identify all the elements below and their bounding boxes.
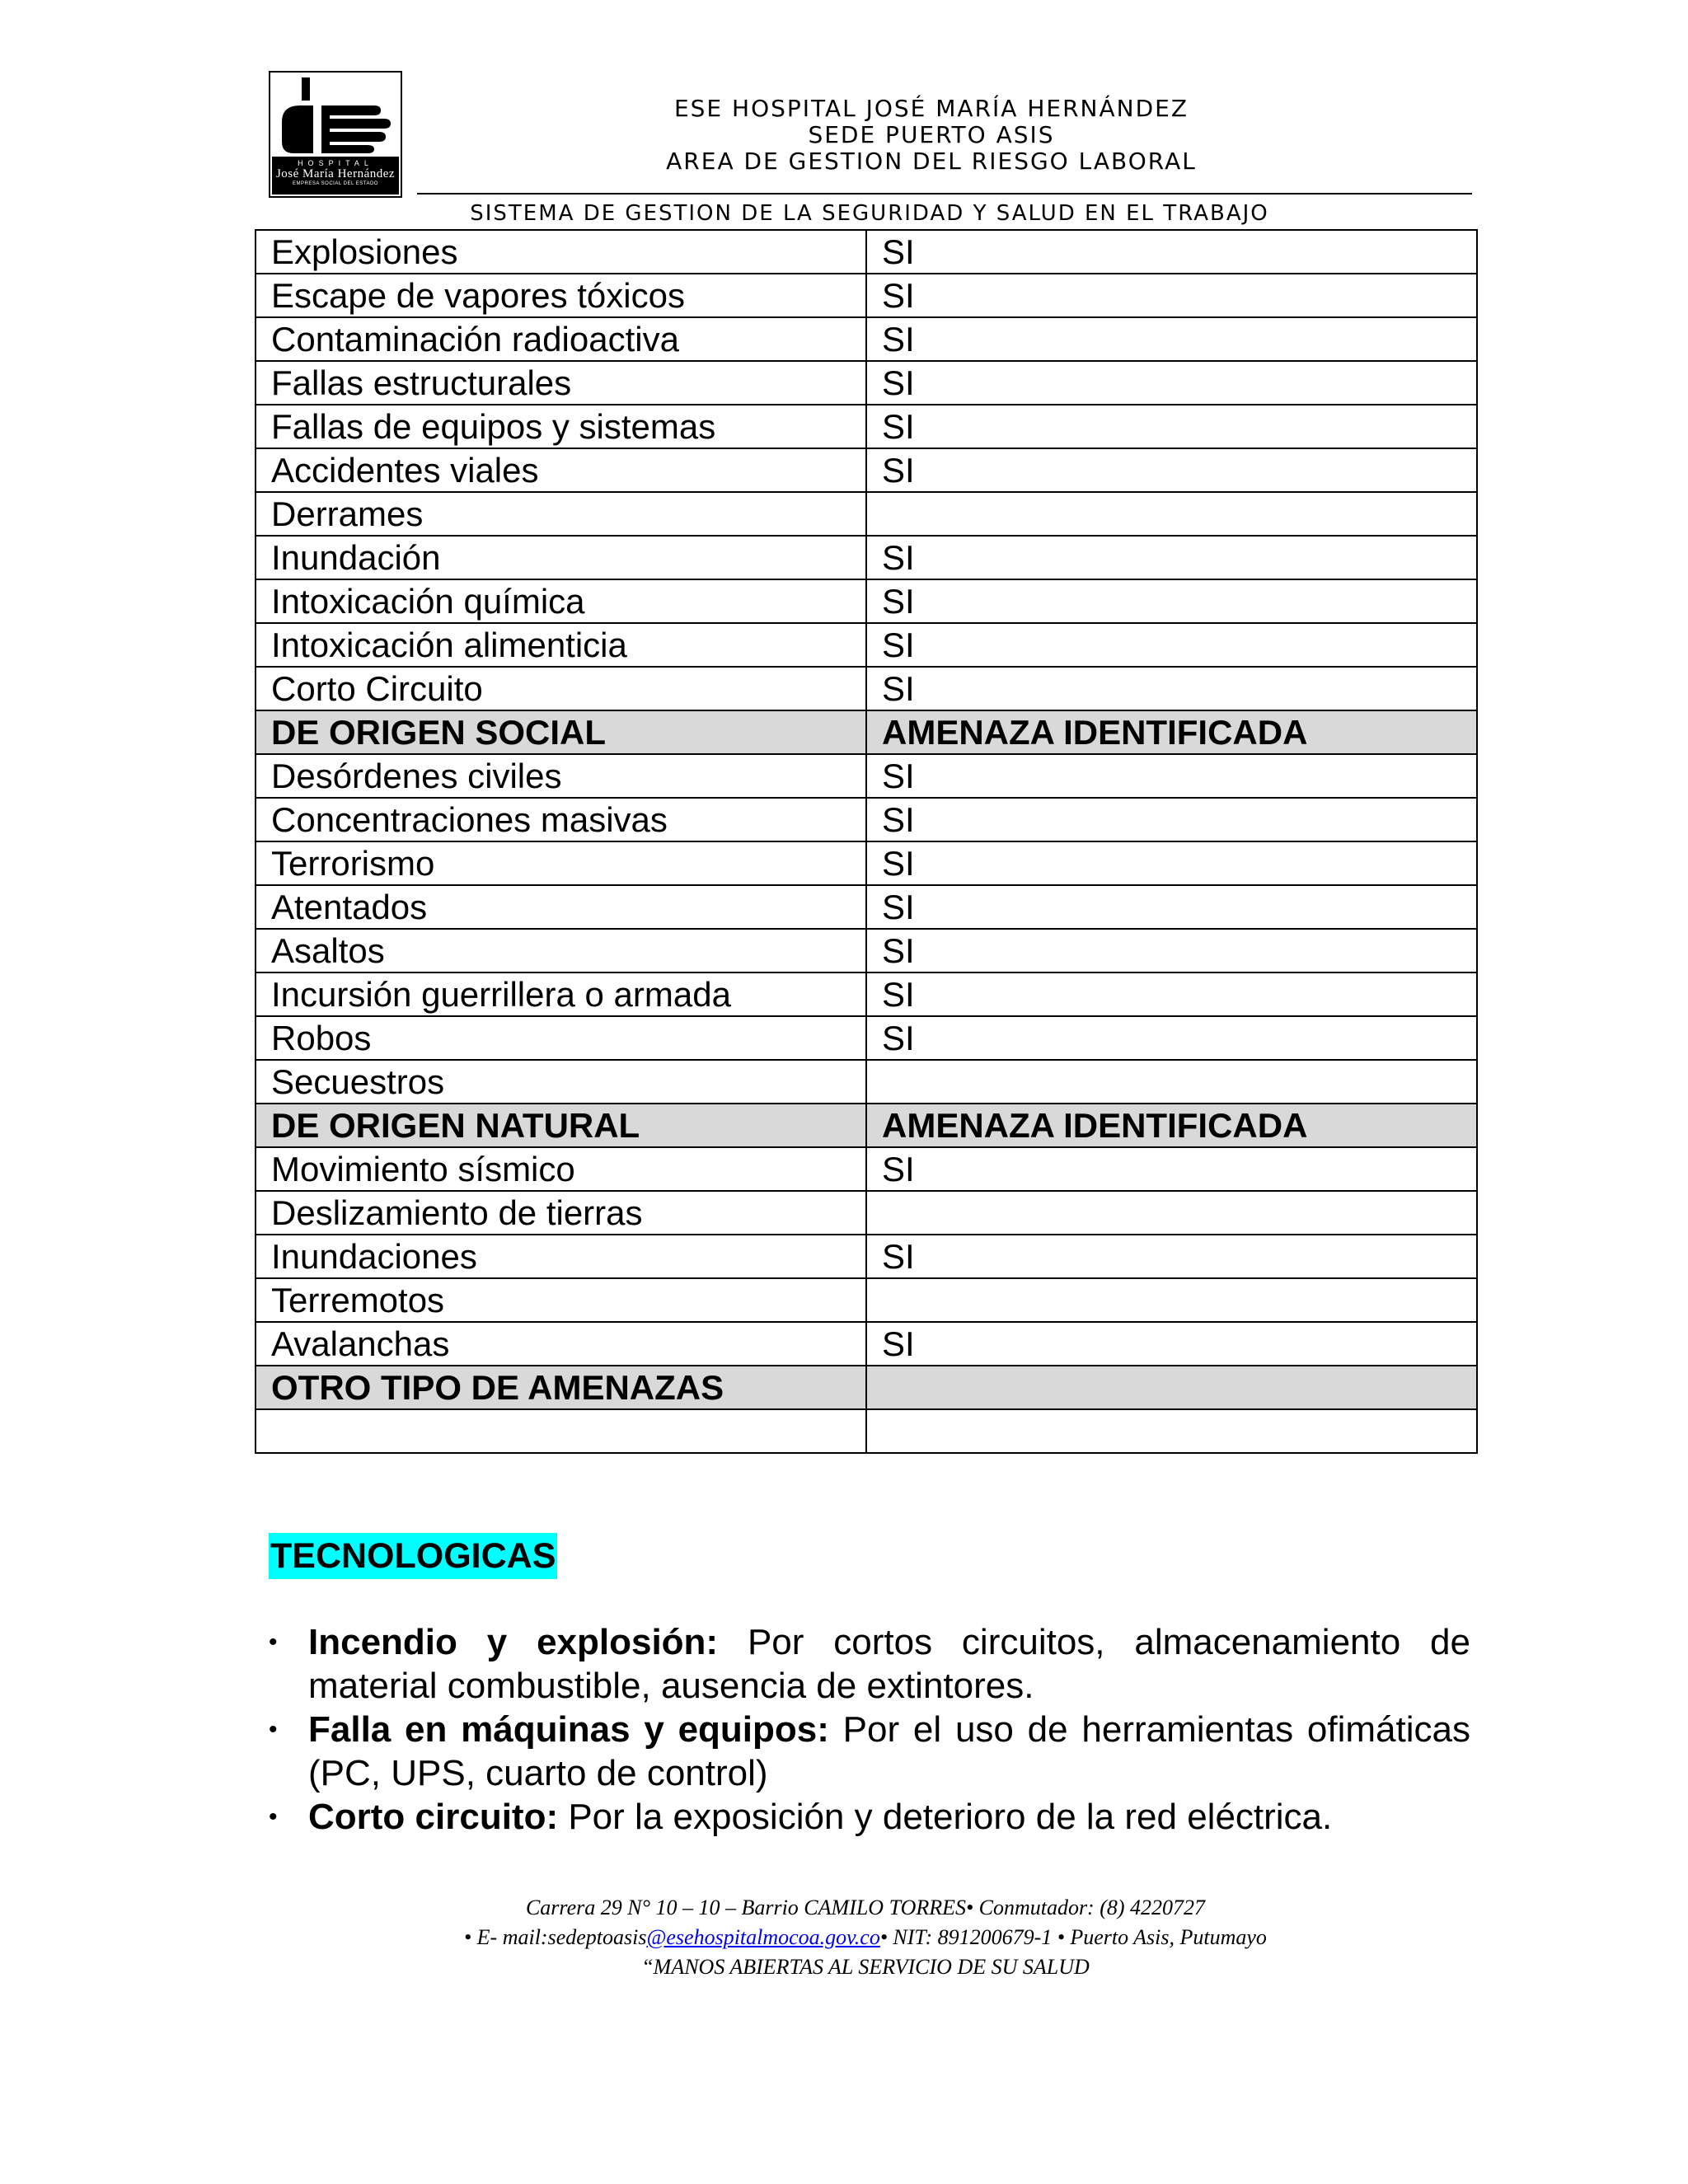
- table-row: [256, 579, 1477, 623]
- hazard-cell: Concentraciones masivas: [256, 798, 866, 841]
- hazard-cell: Fallas de equipos y sistemas: [256, 405, 866, 448]
- table-row: [256, 1191, 1477, 1235]
- section-title-tecnologicas: TECNOLOGICAS: [269, 1533, 557, 1579]
- footer-email-prefix: • E- mail:sedeptoasis: [464, 1925, 647, 1949]
- identified-cell: [866, 1278, 1477, 1322]
- hazards-table-body: [256, 230, 1477, 1453]
- footer-address: Carrera 29 N° 10 – 10 – Barrio CAMILO TORRES• Conmutador: (8) 4220727: [525, 1896, 1206, 1919]
- table-section-row: [256, 1366, 1477, 1409]
- hospital-logo: [269, 71, 402, 198]
- hazard-cell: Intoxicación alimenticia: [256, 623, 866, 667]
- hazard-cell: Robos: [256, 1016, 866, 1060]
- table-row: [256, 1409, 1477, 1453]
- hazard-cell: DE ORIGEN SOCIAL: [256, 710, 866, 754]
- hazard-cell: Derrames: [256, 492, 866, 536]
- header-system-title: SISTEMA DE GESTION DE LA SEGURIDAD Y SALUD EN EL TRABAJO: [470, 201, 1269, 226]
- identified-cell: SI: [866, 1322, 1477, 1366]
- identified-cell: SI: [866, 1235, 1477, 1278]
- table-row: [256, 667, 1477, 710]
- table-row: [256, 405, 1477, 448]
- identified-cell: SI: [866, 885, 1477, 929]
- bullet-term: Corto circuito:: [308, 1797, 559, 1837]
- footer-email-link[interactable]: @esehospitalmocoa.gov.co: [646, 1925, 880, 1949]
- hazard-cell: Terrorismo: [256, 841, 866, 885]
- table-row: [256, 492, 1477, 536]
- hazard-cell: Atentados: [256, 885, 866, 929]
- identified-cell: SI: [866, 317, 1477, 361]
- table-row: [256, 754, 1477, 798]
- open-hand-logo-icon: [275, 77, 396, 157]
- hazard-cell: Avalanchas: [256, 1322, 866, 1366]
- hazard-cell: Secuestros: [256, 1060, 866, 1104]
- table-row: [256, 929, 1477, 972]
- table-row: [256, 361, 1477, 405]
- hazard-cell: Desórdenes civiles: [256, 754, 866, 798]
- hazard-cell: Deslizamiento de tierras: [256, 1191, 866, 1235]
- hazard-cell: DE ORIGEN NATURAL: [256, 1104, 866, 1147]
- table-row: [256, 885, 1477, 929]
- footer-nit-location: • NIT: 891200679-1 • Puerto Asis, Putumayo: [879, 1925, 1267, 1949]
- bullet-text: Por cortos circuitos, almacenamiento de material combustible, ausencia de extintores.: [308, 1622, 1471, 1706]
- table-row: [256, 841, 1477, 885]
- identified-cell: SI: [866, 448, 1477, 492]
- hazard-cell: Explosiones: [256, 230, 866, 274]
- table-row: [256, 448, 1477, 492]
- hazard-cell: Terremotos: [256, 1278, 866, 1322]
- header-title-hospital: ESE HOSPITAL JOSÉ MARÍA HERNÁNDEZ: [673, 95, 1189, 122]
- identified-cell: SI: [866, 405, 1477, 448]
- hazard-cell: Incursión guerrillera o armada: [256, 972, 866, 1016]
- table-row: [256, 536, 1477, 579]
- bullet-term: Falla en máquinas y equipos:: [308, 1709, 829, 1750]
- identified-cell: SI: [866, 1016, 1477, 1060]
- table-row: [256, 623, 1477, 667]
- identified-cell: [866, 1366, 1477, 1409]
- identified-cell: SI: [866, 667, 1477, 710]
- bullet-item: [269, 1620, 1471, 1708]
- identified-cell: SI: [866, 972, 1477, 1016]
- identified-cell: [866, 1191, 1477, 1235]
- table-row: [256, 1147, 1477, 1191]
- table-section-row: [256, 1104, 1477, 1147]
- identified-cell: SI: [866, 754, 1477, 798]
- identified-cell: SI: [866, 230, 1477, 274]
- hazard-cell: Asaltos: [256, 929, 866, 972]
- table-row: [256, 317, 1477, 361]
- identified-cell: SI: [866, 929, 1477, 972]
- bullet-dot-icon: •: [269, 1803, 278, 1830]
- identified-cell: [866, 1409, 1477, 1453]
- hazard-cell: Contaminación radioactiva: [256, 317, 866, 361]
- hazard-cell: Corto Circuito: [256, 667, 866, 710]
- identified-cell: SI: [866, 361, 1477, 405]
- hazard-cell: Fallas estructurales: [256, 361, 866, 405]
- logo-band: [272, 157, 399, 194]
- logo-text-hospital: HOSPITAL: [298, 159, 373, 167]
- table-row: [256, 972, 1477, 1016]
- table-row: [256, 1235, 1477, 1278]
- header-title-sede: SEDE PUERTO ASIS: [808, 121, 1055, 148]
- table-row: [256, 1278, 1477, 1322]
- logo-text-empresa: EMPRESA SOCIAL DEL ESTADO: [293, 181, 378, 186]
- hazard-cell: Accidentes viales: [256, 448, 866, 492]
- footer-contact: [313, 1924, 1418, 1952]
- identified-cell: AMENAZA IDENTIFICADA: [866, 1104, 1477, 1147]
- hazard-cell: Movimiento sísmico: [256, 1147, 866, 1191]
- bullet-text: Por el uso de herramientas ofimáticas (PC, UPS, cuarto de control): [308, 1709, 1470, 1793]
- identified-cell: SI: [866, 579, 1477, 623]
- bullet-text: Por la exposición y deterioro de la red eléctrica.: [558, 1797, 1333, 1837]
- table-row: [256, 1016, 1477, 1060]
- identified-cell: SI: [866, 536, 1477, 579]
- header-divider: [417, 193, 1472, 194]
- table-section-row: [256, 710, 1477, 754]
- logo-text-name: José María Hernández: [275, 167, 396, 180]
- table-row: [256, 230, 1477, 274]
- footer-slogan: “MANOS ABIERTAS AL SERVICIO DE SU SALUD: [641, 1955, 1090, 1979]
- hazard-cell: [256, 1409, 866, 1453]
- table-row: [256, 798, 1477, 841]
- tecnologicas-bullet-list: [269, 1620, 1471, 1839]
- hazard-cell: OTRO TIPO DE AMENAZAS: [256, 1366, 866, 1409]
- hazards-table: [255, 229, 1478, 1454]
- bullet-dot-icon: •: [269, 1629, 278, 1656]
- hazard-cell: Inundaciones: [256, 1235, 866, 1278]
- identified-cell: SI: [866, 1147, 1477, 1191]
- identified-cell: AMENAZA IDENTIFICADA: [866, 710, 1477, 754]
- table-row: [256, 1060, 1477, 1104]
- bullet-dot-icon: •: [269, 1716, 278, 1743]
- identified-cell: SI: [866, 841, 1477, 885]
- header-title-area: AREA DE GESTION DEL RIESGO LABORAL: [666, 148, 1197, 175]
- table-row: [256, 1322, 1477, 1366]
- hazard-cell: Intoxicación química: [256, 579, 866, 623]
- bullet-item: [269, 1708, 1470, 1795]
- identified-cell: [866, 492, 1477, 536]
- table-row: [256, 274, 1477, 317]
- hazard-cell: Escape de vapores tóxicos: [256, 274, 866, 317]
- identified-cell: [866, 1060, 1477, 1104]
- bullet-item: [269, 1795, 1470, 1839]
- identified-cell: SI: [866, 623, 1477, 667]
- bullet-term: Incendio y explosión:: [308, 1622, 719, 1662]
- identified-cell: SI: [866, 798, 1477, 841]
- hazard-cell: Inundación: [256, 536, 866, 579]
- identified-cell: SI: [866, 274, 1477, 317]
